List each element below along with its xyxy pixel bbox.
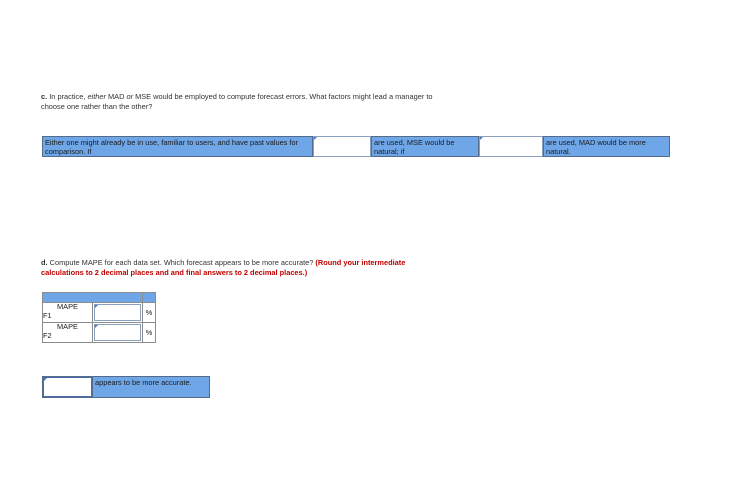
- rounding-instruction-cont: calculations to 2 decimal places and and final answers to 2 decimal places.): [41, 267, 308, 277]
- answer-text-cell-3: are used, MAD would be more natural.: [543, 136, 670, 157]
- part-d-question: d. Compute MAPE for each data set. Which forecast appears to be more accurate? (Round your intermediate calculations to 2 decimal places and and final answers to 2 decimal places.): [41, 258, 406, 277]
- mape-f1-input[interactable]: [93, 303, 143, 323]
- mape-f2-input[interactable]: [93, 323, 143, 343]
- table-row: [43, 303, 156, 323]
- rounding-instruction: (Round your intermediate: [315, 258, 406, 267]
- row-label: MAPE F1: [43, 303, 93, 323]
- row-label: MAPE F2: [43, 323, 93, 343]
- answer-input-1[interactable]: [313, 136, 371, 157]
- answer-text-cell-2: are used, MSE would be natural; if: [371, 136, 479, 157]
- table-row: [43, 323, 156, 343]
- percent-unit: %: [143, 323, 156, 343]
- mape-table: [42, 292, 156, 343]
- conclusion-text: appears to be more accurate.: [92, 376, 210, 398]
- mape-table-header: [43, 293, 156, 303]
- answer-input-2[interactable]: [479, 136, 543, 157]
- part-c-question: c. In practice, either MAD or MSE would be employed to compute forecast errors. What factors might lead a manager to choose one rather than the other?: [41, 92, 433, 111]
- conclusion-input[interactable]: [43, 377, 92, 397]
- part-d-letter: d.: [41, 258, 48, 267]
- answer-text-cell-1: Either one might already be in use, familiar to users, and have past values for comparison. If: [42, 136, 313, 157]
- percent-unit: %: [143, 303, 156, 323]
- part-c-letter: c.: [41, 92, 48, 101]
